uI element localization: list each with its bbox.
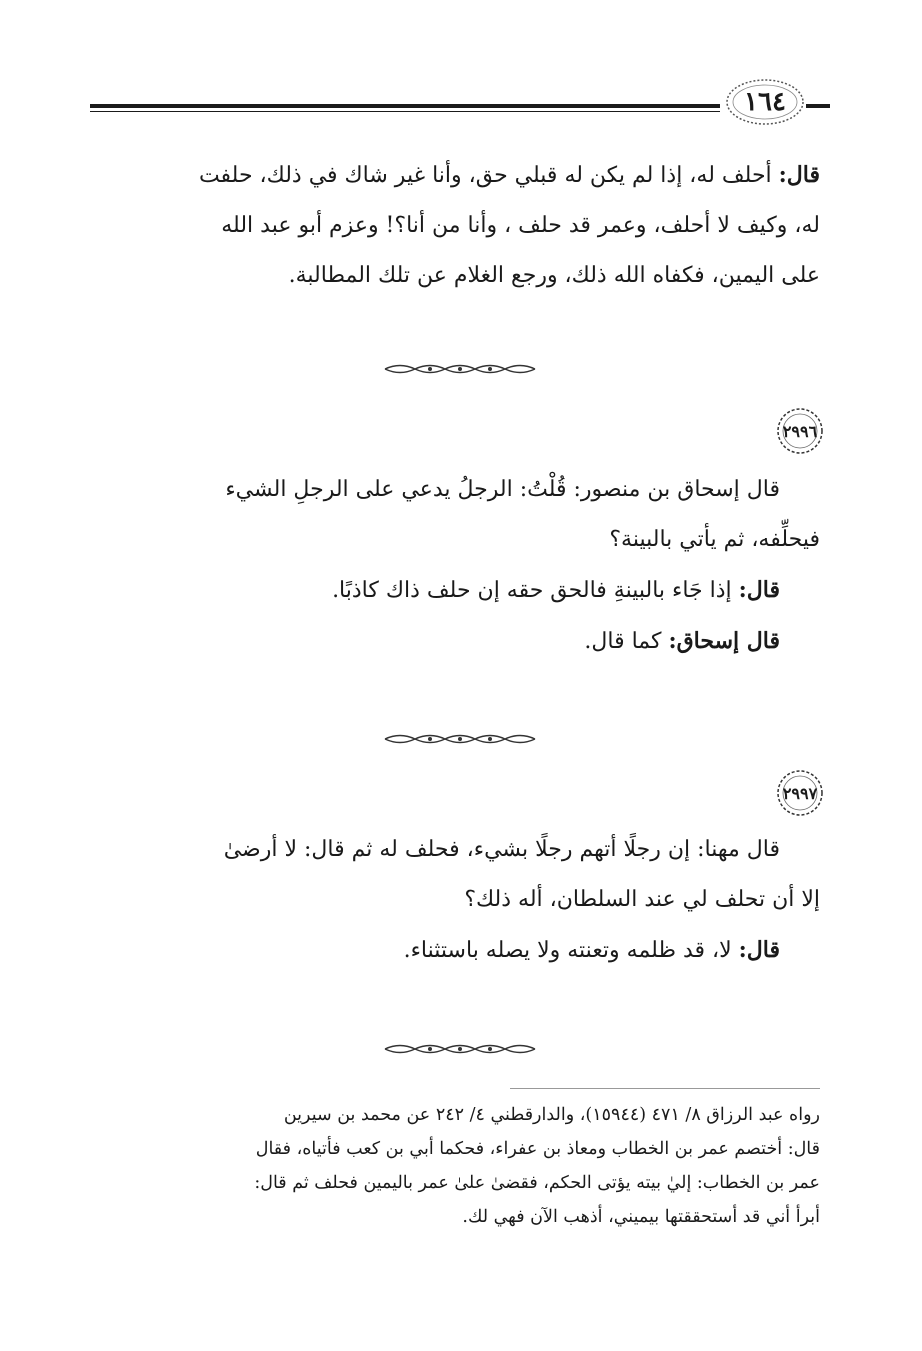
answer-line: قال: لا، قد ظلمه وتعنته ولا يصله باستثناء.	[403, 937, 780, 963]
question-line-1: قال إسحاق بن منصور: قُلْتُ: الرجلُ يدعي على الرجلِ الشيء	[225, 477, 780, 502]
section-divider-ornament	[380, 362, 540, 376]
footnote-line-1: رواه عبد الرزاق ٨/ ٤٧١ (١٥٩٤٤)، والدارقطني ٤/ ٢٤٢ عن محمد بن سيرين	[283, 1105, 820, 1125]
speaker-label: قال:	[738, 577, 780, 603]
divider-ornament-icon	[380, 732, 540, 746]
footnote-line-4: أبرأ أني قد أستحققتها بيميني، أذهب الآن فهي لك.	[462, 1207, 820, 1227]
section-2997-body	[100, 825, 820, 976]
header-rule	[90, 104, 720, 108]
section-heading-2996	[100, 406, 830, 456]
section-2996-body	[100, 465, 820, 667]
section-divider-ornament	[380, 732, 540, 746]
page-number-badge	[722, 76, 808, 128]
section-divider-ornament	[380, 1042, 540, 1056]
speaker-label: قال إسحاق:	[668, 628, 780, 654]
footnote-line-3: عمر بن الخطاب: إليٰ بيته يؤتى الحكم، فقضىٰ علىٰ عمر باليمين فحلف ثم قال:	[254, 1173, 820, 1193]
speaker-label: قال:	[778, 162, 820, 188]
ishaq-line: قال إسحاق: كما قال.	[584, 628, 780, 654]
speaker-label: قال:	[738, 937, 780, 963]
section-heading-2997	[100, 768, 830, 818]
divider-ornament-icon	[380, 362, 540, 376]
section-number-badge	[770, 406, 830, 456]
question-line-2: فيحلِّفه، ثم يأتي بالبينة؟	[609, 527, 820, 552]
section-number-badge	[770, 768, 830, 818]
header-rule-thin	[90, 111, 720, 112]
page-number: ١٦٤	[744, 87, 786, 117]
section-number: ٢٩٩٧	[782, 783, 818, 803]
question-line-2: إلا أن تحلف لي عند السلطان، أله ذلك؟	[464, 887, 820, 912]
intro-line-2: له، وكيف لا أحلف، وعمر قد حلف ، وأنا من أنا؟! وعزم أبو عبد الله	[221, 213, 820, 238]
answer-line: قال: إذا جَاء بالبينةِ فالحق حقه إن حلف ذاك كاذبًا.	[332, 577, 780, 603]
section-number: ٢٩٩٦	[782, 421, 818, 441]
page-header	[90, 70, 830, 130]
intro-line-3: على اليمين، فكفاه الله ذلك، ورجع الغلام عن تلك المطالبة.	[288, 263, 820, 288]
header-rule-right	[806, 104, 830, 108]
footnote-line-2: قال: أختصم عمر بن الخطاب ومعاذ بن عفراء، فحكما أبي بن كعب فأتياه، فقال	[255, 1139, 820, 1159]
question-line-1: قال مهنا: إن رجلًا أتهم رجلًا بشيء، فحلف له ثم قال: لا أرضىٰ	[223, 837, 780, 862]
footnote-separator	[510, 1088, 820, 1089]
intro-paragraph	[100, 150, 820, 301]
intro-line-1: قال: أحلف له، إذا لم يكن له قبلي حق، وأنا غير شاك في ذلك، حلفت	[198, 162, 820, 188]
divider-ornament-icon	[380, 1042, 540, 1056]
footnote	[100, 1098, 820, 1234]
